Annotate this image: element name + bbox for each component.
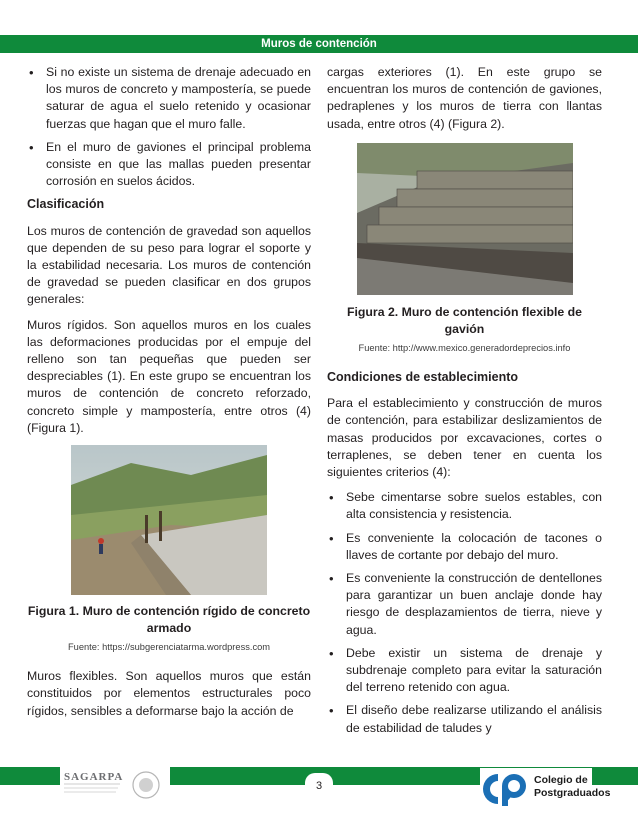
section-heading-condiciones: Condiciones de establecimiento: [327, 370, 519, 385]
bullet-item: • Debe existir un sistema de drenaje y subdrenaje completo para evitar la saturación del terreno retenido con agua.: [327, 645, 602, 697]
header-bar: [0, 35, 638, 53]
paragraph: Para el establecimiento y construcción de muros de contención, para estabilizar deslizamientos de masas producidos por excavaciones, cortes o terraplenes, se deben tener en cuenta los siguientes criterios (4):: [327, 396, 602, 480]
bullet-item: • Si no existe un sistema de drenaje adecuado en los muros de concreto y mampostería, se puede saturar de agua el suelo retenido y ocasionar fuerzas que hagan que el muro falle.: [27, 64, 311, 133]
document-section-title: Muros de contención: [261, 38, 377, 50]
paragraph: Muros rígidos. Son aquellos muros en los cuales las deformaciones producidas por el empuje del relleno son tan pequeñas que pueden ser despreciables (1). En este grupo se encuentran los muros de contención de concreto reforzado, concreto simple y mampostería, entre otros (4) (Figura 1).: [27, 317, 311, 435]
cp-emblem-icon: [482, 768, 530, 810]
bullet-item: • El diseño debe realizarse utilizando el análisis de estabilidad de taludes y: [327, 702, 602, 736]
figure-2-caption: Figura 2. Muro de contención flexible de gavión: [346, 304, 583, 336]
left-bullet-list: [27, 64, 311, 190]
figure-1-caption: Figura 1. Muro de contención rígido de concreto armado: [27, 604, 311, 636]
bullet-item: • Es conveniente la construcción de dentellones para garantizar un buen anclaje donde hay riesgo de desplazamientos de tierra, nieve y agua.: [327, 570, 602, 639]
sagarpa-logo-text: SAGARPA: [64, 771, 124, 783]
bullet-item: • Sebe cimentarse sobre suelos estables, con alta consistencia y resistencia.: [327, 489, 602, 523]
section-heading-clasificacion: Clasificación: [27, 197, 105, 212]
right-bullet-list: [327, 489, 602, 737]
colegio-postgraduados-logo: [480, 768, 611, 810]
bullet-item: • Es conveniente la colocación de tacones o llaves de cortante por debajo del muro.: [327, 530, 602, 564]
paragraph: Los muros de contención de gravedad son aquellos que dependen de su peso para lograr el soporte y la estabilidad necesaria. Los muros de contención de gravedad se pueden clasificar en dos grupos generales:: [27, 223, 311, 307]
right-column: [327, 64, 602, 743]
figure-1-source: Fuente: https://subgerenciatarma.wordpress.com: [67, 642, 271, 653]
figure-1-photo: [71, 445, 267, 595]
bullet-item: • En el muro de gaviones el principal problema consiste en que las mallas pueden presentar corrosión en suelos ácidos.: [27, 139, 311, 191]
paragraph: cargas exteriores (1). En este grupo se encuentran los muros de contención de gaviones, pedraplenes y los muros de tierra con llantas usada, entre otros (4) (Figura 2).: [327, 65, 602, 131]
sagarpa-logo: [60, 767, 170, 803]
figure-2-photo: [357, 143, 573, 295]
figure-2-source: Fuente: http://www.mexico.generadordeprecios.info: [358, 342, 571, 353]
left-column: [27, 64, 311, 728]
page-number: 3: [305, 773, 333, 799]
colegio-logo-text: Colegio de Postgraduados: [534, 774, 611, 799]
paragraph: Muros flexibles. Son aquellos muros que están constituidos por elementos estructurales poco rígidos, sensibles a deformarse bajo la acción de: [27, 669, 311, 718]
